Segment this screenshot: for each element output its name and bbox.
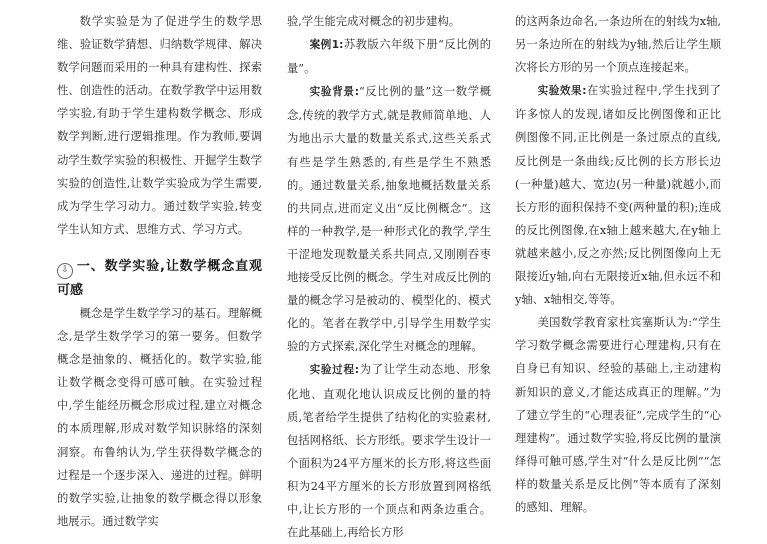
effect-paragraph <box>515 79 721 311</box>
background-label: 实验背景: <box>309 86 359 99</box>
intro-paragraph: 数学实验是为了促进学生的数学思维、验证数学猜想、归纳数学规律、解决数学问题而采用的一种具有建构性、探索性、创造性的活动。在数学教学中运用数学实验,有助于学生建构数学概念、形成数学判断,进行逻辑推理。作为教师,要调动学生数学实验的积极性、开掘学生数学实验的创造性,让数学实验成为学生需要,成为学生学习动力。通过数学实验,转变学生认知方式、思维方式、学习方式。 <box>57 15 262 236</box>
case-label: 案例1: <box>309 39 344 52</box>
case-paragraph <box>287 33 491 80</box>
down-arrow-icon: ⇩ <box>57 263 73 279</box>
concept-paragraph: 概念是学生数学学习的基石。理解概念,是学生数学学习的第一要务。但数学概念是抽象的、概括化的。数学实验,能让数学概念变得可感可触。在实验过程中,学生能经历概念形成过程,建立对概念的本质理解,形成对数学知识脉络的深刻洞察。布鲁纳认为,学生获得数学概念的过程是一个逐步深入、递进的过程。鲜明的数学实验,让抽象的数学概念得以形象地展示。通过数学实 <box>57 306 262 528</box>
continuation-paragraph-right: 的这两条边命名,一条边所在的射线为x轴,另一条边所在的射线为y轴,然后让学生顺次将长方形的另一个顶点连接起来。 <box>515 15 721 75</box>
case-text: 苏教版六年级下册“反比例的量”。 <box>287 38 491 76</box>
background-paragraph <box>287 80 491 358</box>
effect-text: 在实验过程中,学生找到了许多惊人的发现,诸如反比例图像和正比例图像不同,正比例是一条过原点的直线,反比例是一条曲线;反比例的长方形长边(一种量)越大、宽边(另一种量)就越小,而长方形的面积保持不变(两种量的积);连成的反比例图像,在x轴上越来越大,在y轴上就越来越小,反之亦然;反比例图像向上无限接近y轴,向右无限接近x轴,但永远不和y轴、x轴相交,等等。 <box>515 84 721 307</box>
quote-paragraph: 美国数学教育家杜宾塞斯认为:“学生学习数学概念需要进行心理建构,只有在自身已有知识、经验的基础上,主动建构新知识的意义,才能达成真正的理解。”为了建立学生的“心理表征”,完成学生的“心理建构”。通过数学实验,将反比例的量演绎得可触可感,学生对“什么是反比例”“怎样的数量关系是反比例”等本质有了深刻的感知、理解。 <box>515 316 721 514</box>
continuation-paragraph: 验,学生能完成对概念的初步建构。 <box>287 15 461 28</box>
process-label: 实验过程: <box>309 364 360 377</box>
column-right <box>515 10 721 519</box>
column-middle <box>287 10 491 544</box>
effect-label: 实验效果: <box>537 85 587 98</box>
process-text: 为了让学生动态地、形象化地、直观化地认识成反比例的量的特质,笔者给学生提供了结构化的实验素材,包括网格纸、长方形纸。要求学生设计一个面积为24平方厘米的长方形,将这些面积为24平方厘米的长方形放置到网格纸中,让长方形的一个顶点和两条边重合。在此基础上,再给长方形 <box>287 363 491 540</box>
section-heading-text: 一、数学实验,让数学概念直观可感 <box>57 258 262 298</box>
column-left <box>57 10 262 533</box>
process-paragraph <box>287 358 491 544</box>
section-heading <box>57 255 262 302</box>
background-text: “反比例的量”这一数学概念,传统的教学方式,就是教师简单地、人为地出示大量的数量关系式,这些关系式有些是学生熟悉的,有些是学生不熟悉的。通过数量关系,抽象地概括数量关系的共同点,进而定义出“反比例概念”。这样的一种教学,是一种形式化的教学,学生干涩地发现数量关系共同点,又刚刚吞枣地接受反比例的概念。学生对成反比例的量的概念学习是被动的、模型化的、模式化的。笔者在教学中,引导学生用数学实验的方式探索,深化学生对概念的理解。 <box>287 85 491 354</box>
